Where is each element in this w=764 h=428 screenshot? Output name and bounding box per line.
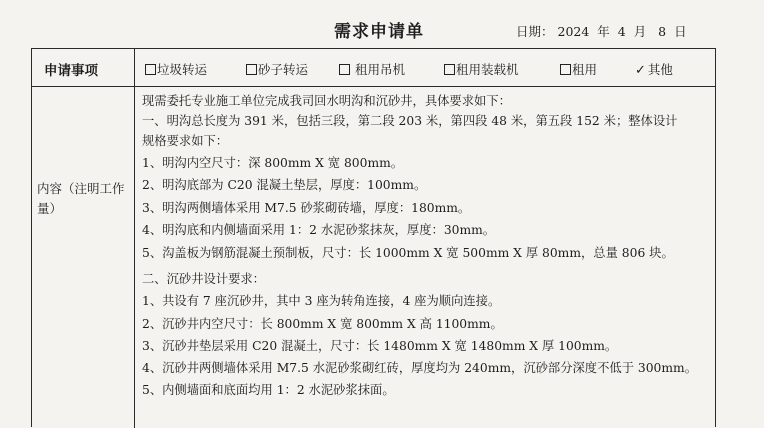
content-line: 1、明沟内空尺寸：深 800mm X 宽 800mm。 <box>142 156 404 170</box>
content-line: 3、明沟两侧墙体采用 M7.5 砂浆砌砖墙，厚度：180mm。 <box>142 201 471 215</box>
checkbox-unchecked-icon[interactable] <box>145 64 156 75</box>
checkbox-unchecked-icon[interactable] <box>560 64 571 75</box>
date-month-unit: 月 <box>633 24 647 39</box>
option-label: 垃圾转运 <box>157 62 208 77</box>
option-label: 砂子转运 <box>258 62 309 77</box>
request-type-row <box>32 49 715 87</box>
content-line: 4、沉砂井两侧墙体采用 M7.5 水泥砂浆砌红砖，厚度均为 240mm，沉砂部分深度不低于 300mm。 <box>142 361 697 375</box>
content-line: 1、共设有 7 座沉砂井，其中 3 座为转角连接，4 座为顺向连接。 <box>142 294 501 308</box>
content-line: 二、沉砂井设计要求： <box>142 272 265 286</box>
date-label: 日期： <box>516 24 554 39</box>
content-line: 2、明沟底部为 C20 混凝土垫层，厚度：100mm。 <box>142 178 427 192</box>
option-label: 租用装载机 <box>456 62 519 77</box>
option-label: 租用 <box>572 62 598 77</box>
checkbox-unchecked-icon[interactable] <box>246 64 257 75</box>
content-line: 5、沟盖板为钢筋混凝土预制板，尺寸：长 1000mm X 宽 500mm X 厚 80mm，总量 806 块。 <box>142 246 674 260</box>
content-line: 现需委托专业施工单位完成我司回水明沟和沉砂井，具体要求如下： <box>142 94 511 108</box>
content-line: 5、内侧墙面和底面均用 1：2 水泥砂浆抹面。 <box>142 383 395 397</box>
option-other[interactable] <box>635 60 673 78</box>
content-line: 3、沉砂井垫层采用 C20 混凝土，尺寸：长 1480mm X 宽 1480mm X 厚 100mm。 <box>142 339 618 353</box>
form-date <box>516 22 687 40</box>
request-form-table <box>31 48 716 427</box>
date-day: 8 <box>658 24 667 39</box>
document-header <box>0 0 764 48</box>
date-year: 2024 <box>557 24 590 39</box>
content-label: 内容（注明工作量） <box>37 181 125 216</box>
option-rent-crane[interactable] <box>339 60 405 78</box>
request-type-label: 申请事项 <box>44 63 98 79</box>
option-garbage-transfer[interactable] <box>145 60 207 78</box>
checkmark-icon[interactable]: ✓ <box>635 63 646 78</box>
option-rent[interactable] <box>560 60 597 78</box>
option-sand-transfer[interactable] <box>246 60 308 78</box>
content-line: 4、明沟底和内侧墙面采用 1：2 水泥砂浆抹灰，厚度：30mm。 <box>142 223 496 237</box>
option-label: 其他 <box>647 62 673 77</box>
content-line: 2、沉砂井内空尺寸：长 800mm X 宽 800mm X 高 1100mm。 <box>142 317 503 331</box>
request-type-label-cell <box>32 49 135 86</box>
form-title: 需求申请单 <box>334 22 424 42</box>
option-label: 租用吊机 <box>354 62 405 77</box>
content-row <box>32 87 715 428</box>
content-label-cell <box>32 87 135 428</box>
checkbox-unchecked-icon[interactable] <box>339 64 350 75</box>
date-day-unit: 日 <box>674 24 687 39</box>
content-line: 规格要求如下： <box>142 134 229 148</box>
date-year-unit: 年 <box>597 24 610 39</box>
checkbox-unchecked-icon[interactable] <box>444 64 455 75</box>
date-month: 4 <box>617 24 626 39</box>
content-line: 一、明沟总长度为 391 米，包括三段，第二段 203 米，第四段 48 米，第五段 152 米；整体设计 <box>142 114 678 128</box>
option-rent-loader[interactable] <box>444 60 519 78</box>
